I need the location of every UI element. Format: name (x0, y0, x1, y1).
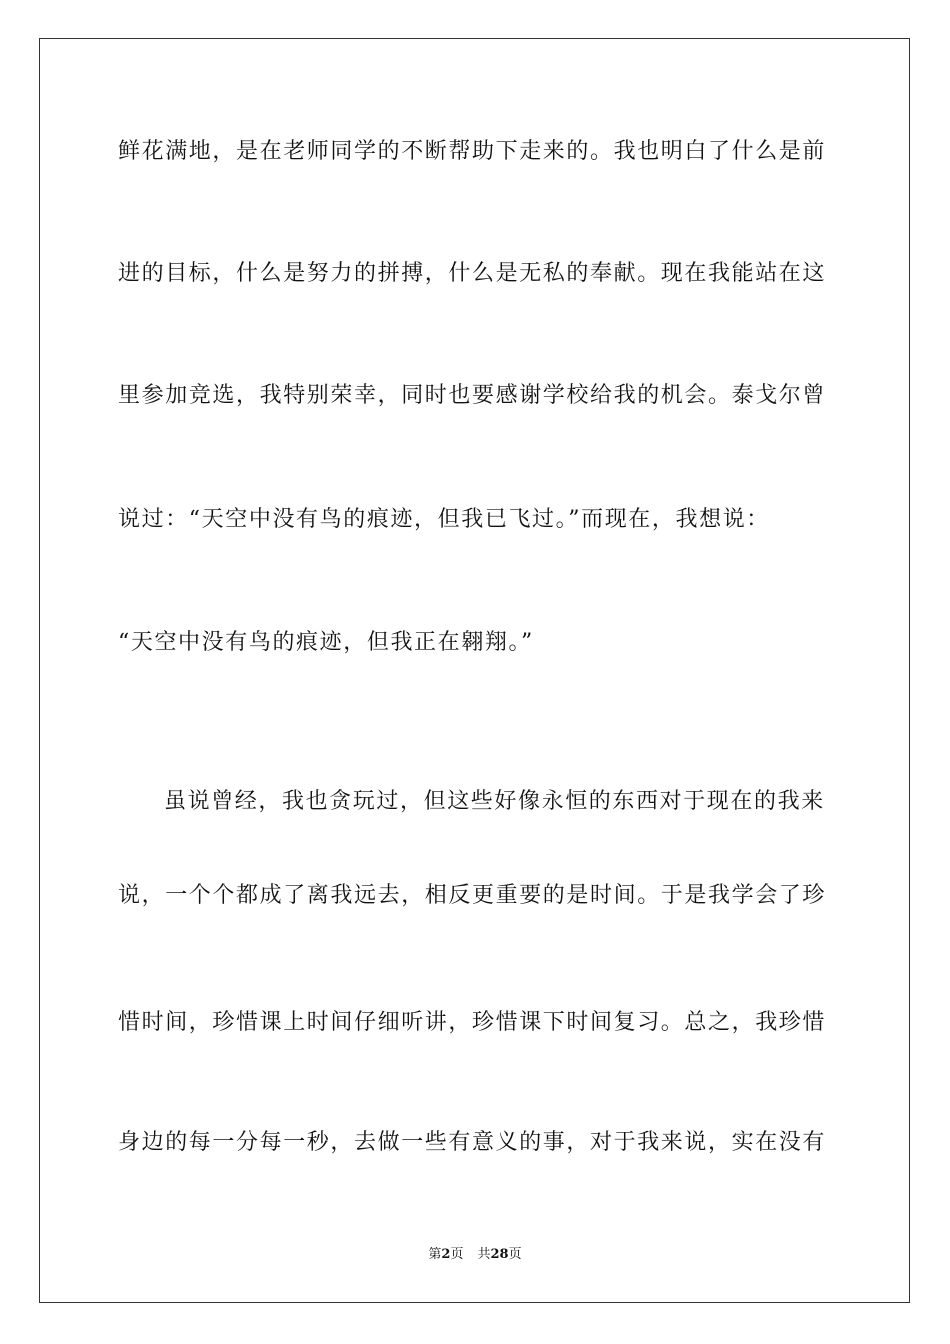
total-pages: 28 (490, 1247, 509, 1262)
text-line-8: 惜时间，珍惜课上时间仔细听讲，珍惜课下时间复习。总之，我珍惜 (118, 1010, 827, 1035)
text-line-2: 进的目标，什么是努力的拼搏，什么是无私的奉献。现在我能站在这 (118, 261, 827, 286)
paragraph-start-line: 虽说曾经，我也贪玩过，但这些好像永恒的东西对于现在的我来 (164, 789, 825, 814)
page-footer (0, 1246, 950, 1264)
text-line-4: 说过：“天空中没有鸟的痕迹，但我已飞过。”而现在，我想说： (118, 507, 770, 532)
text-line-1: 鲜花满地，是在老师同学的不断帮助下走来的。我也明白了什么是前 (118, 139, 827, 164)
total-suffix: 页 (508, 1247, 522, 1262)
page-border (39, 38, 910, 1303)
text-line-7: 说，一个个都成了离我远去，相反更重要的是时间。于是我学会了珍 (118, 883, 827, 908)
text-line-3: 里参加竞选，我特别荣幸，同时也要感谢学校给我的机会。泰戈尔曾 (118, 383, 827, 408)
page-number: 2 (441, 1247, 451, 1262)
page-suffix: 页 (450, 1247, 464, 1262)
text-line-9: 身边的每一分每一秒，去做一些有意义的事，对于我来说，实在没有 (118, 1130, 827, 1155)
page-prefix: 第 (428, 1247, 442, 1262)
text-line-5: “天空中没有鸟的痕迹，但我正在翱翔。” (118, 630, 534, 655)
total-prefix: 共 (477, 1247, 491, 1262)
